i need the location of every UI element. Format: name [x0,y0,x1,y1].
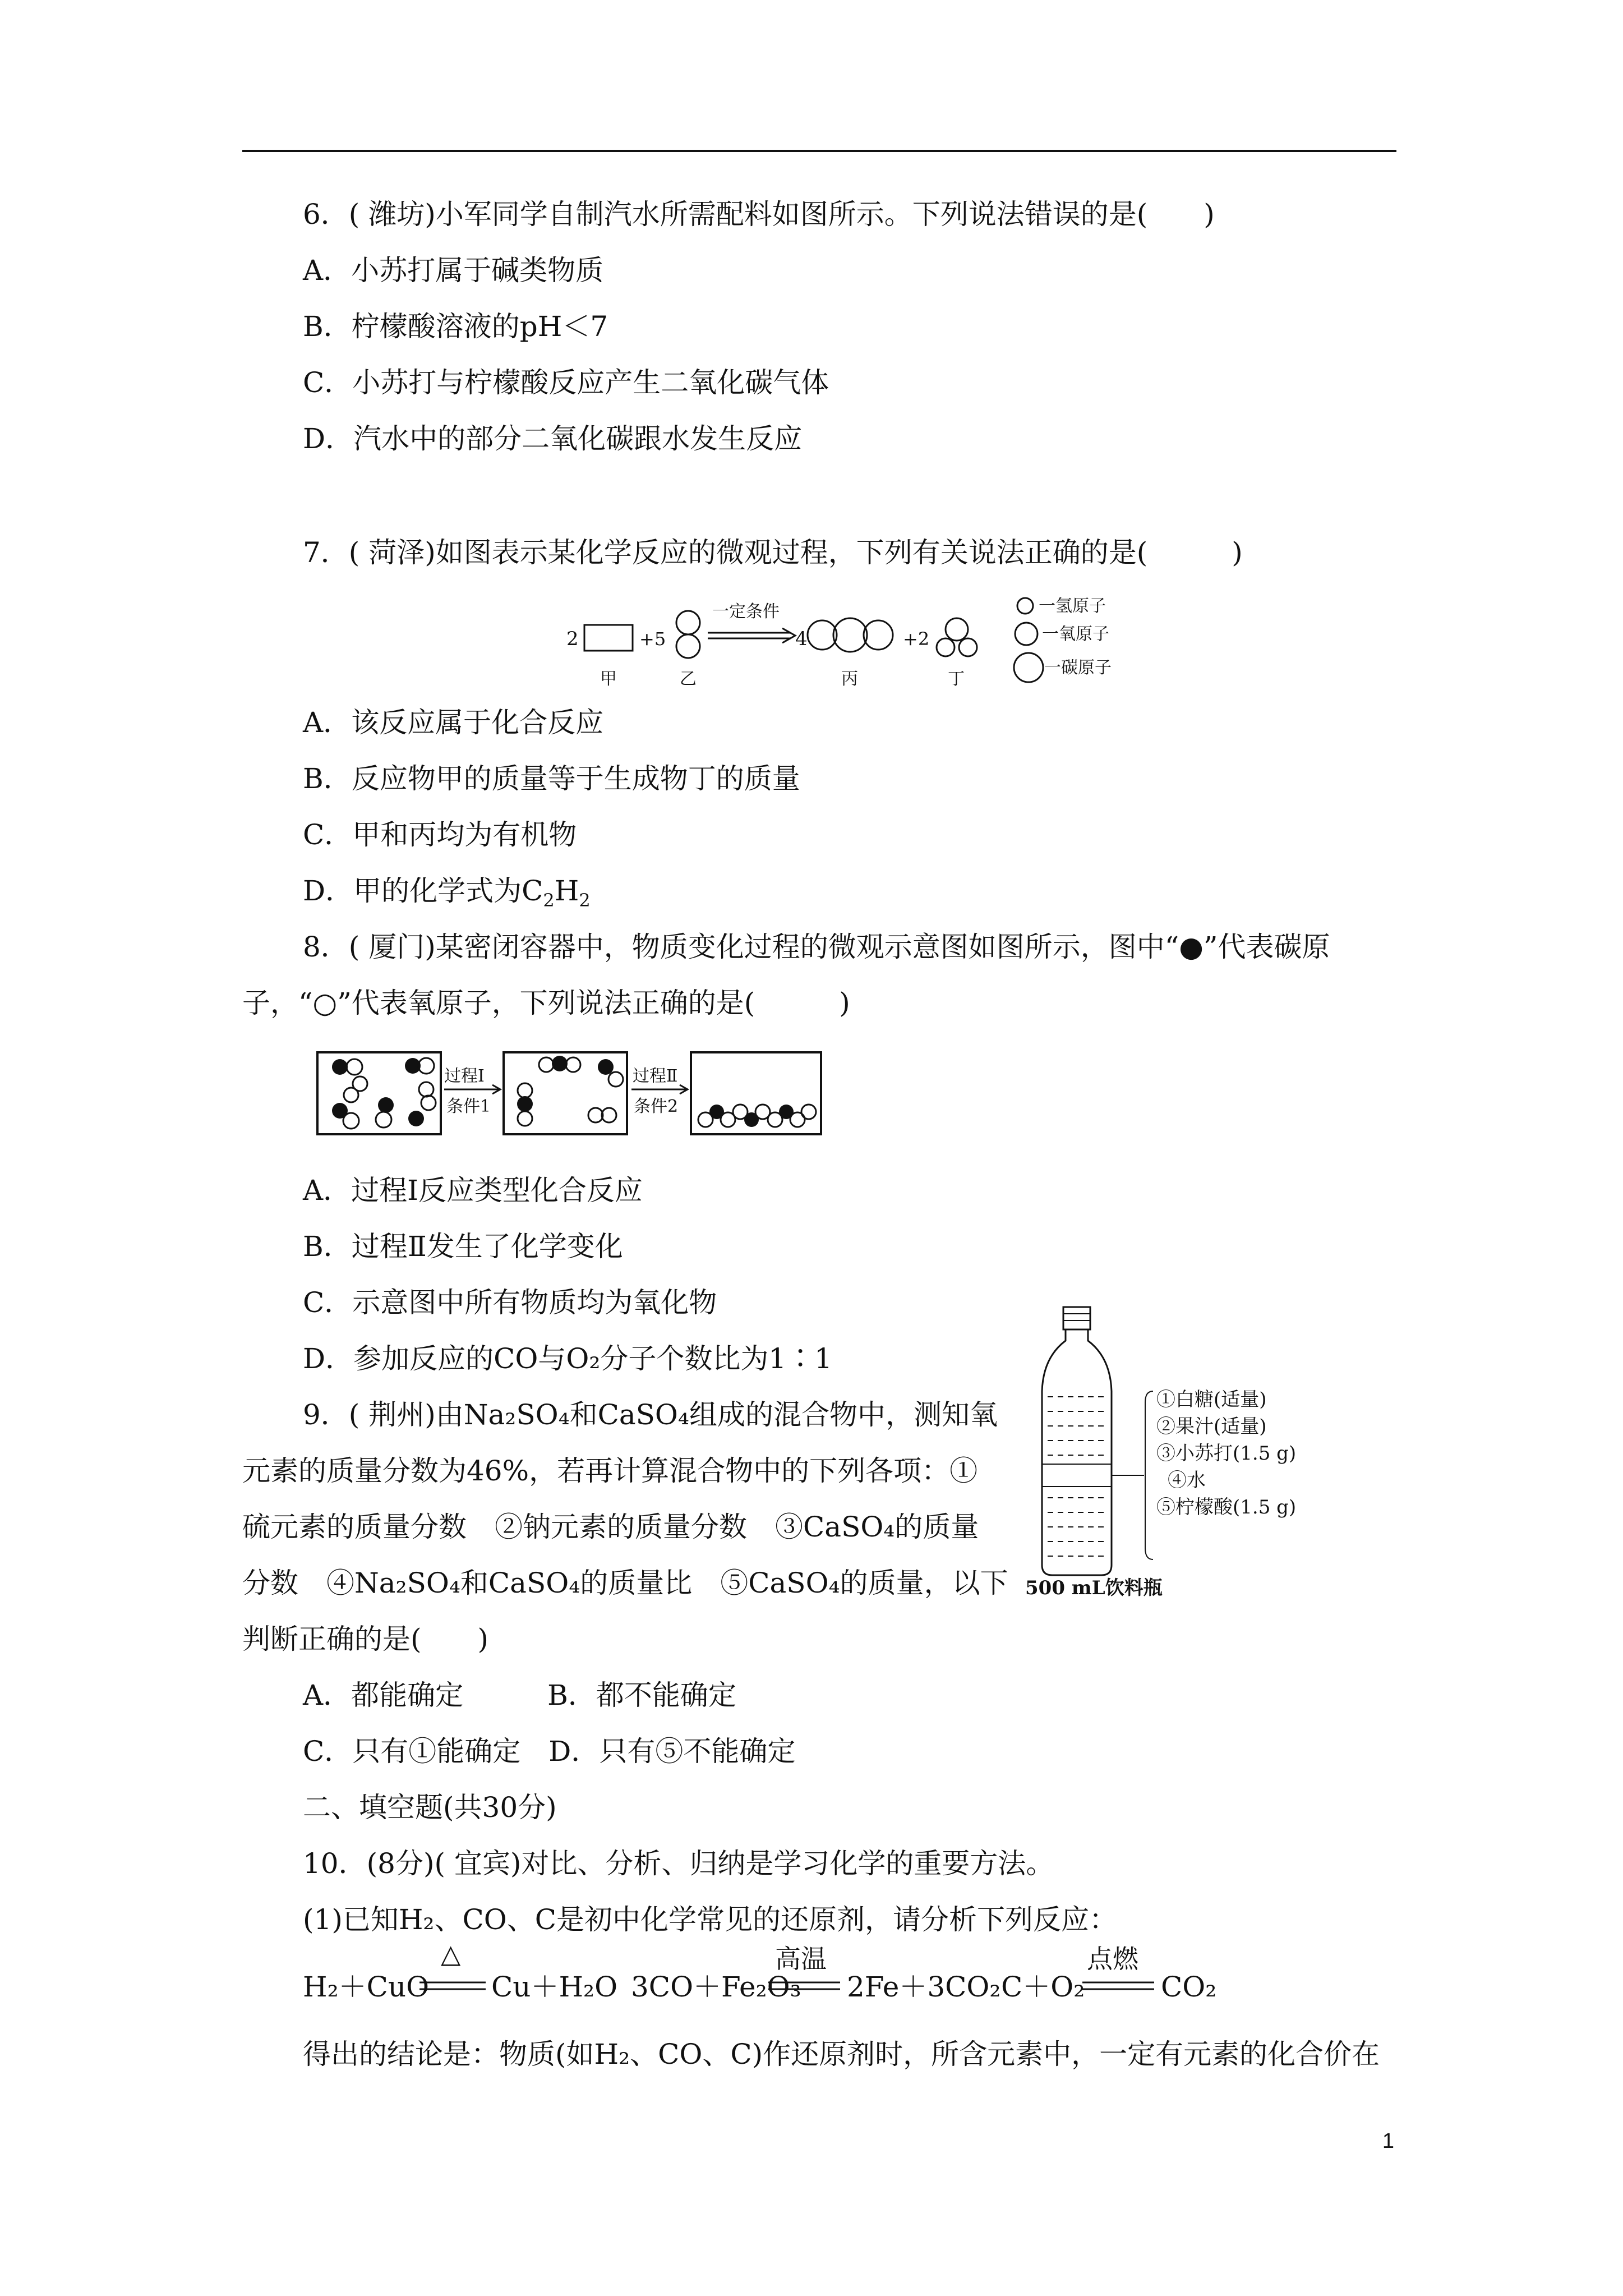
header-rule [242,150,1396,152]
q10-eq3-right: CO₂ [1161,1971,1217,2003]
q10-part1: (1)已知H₂、CO、C是初中化学常见的还原剂，请分析下列反应： [303,1903,1117,1936]
q10-eq3-condition: 点燃 [1087,1944,1138,1974]
q8-box1-o5 [419,1082,434,1097]
q8-box2-o2 [566,1057,580,1072]
q7-coef-yi: +5 [639,628,666,650]
bottle-liquid [1048,1397,1106,1556]
q7-legend-o: 一氧原子 [1042,624,1109,644]
bottle-label-3: ③小苏打(1.5 g) [1156,1442,1297,1465]
q10-stem: 10．(8分)( 宜宾)对比、分析、归纳是学习化学的重要方法。 [303,1847,1054,1880]
q8-stem-line2: 子，“○”代表氧原子，下列说法正确的是( ) [242,987,850,1019]
q8-option-c: C．示意图中所有物质均为氧化物 [303,1286,717,1319]
q7-molecule-ding-1 [946,618,968,641]
q8-box1-o8 [376,1112,391,1128]
q7-reaction-figure [555,583,1172,696]
q7-molecule-yi-top [676,611,700,634]
q8-box1-o2 [418,1058,434,1074]
q8-box2-c3 [517,1096,533,1112]
q7-coef-ding: +2 [903,628,930,650]
q8-option-a: A．过程Ⅰ反应类型化合反应 [303,1174,643,1207]
q7-molecule-ding-2 [937,638,955,656]
q10-eq1-right: Cu＋H₂O [491,1971,618,2003]
q8-box2-o5 [518,1111,532,1126]
q10-conclusion: 得出的结论是：物质(如H₂、CO、C)作还原剂时，所含元素中，一定有元素的化合价在 [303,2038,1380,2070]
bottle-label-5: ⑤柠檬酸(1.5 g) [1156,1496,1297,1519]
q8-option-b: B．过程Ⅱ发生了化学变化 [303,1230,623,1263]
q10-eq2-sign [768,1976,841,1998]
q7-label-yi: 乙 [680,669,697,689]
q7-condition: 一定条件 [712,602,780,622]
q7-legend-o-atom [1015,623,1038,645]
q8-box1-o7 [343,1113,359,1129]
q7-label-ding: 丁 [948,669,965,689]
q8-process2: 过程Ⅱ [633,1066,678,1086]
q7-molecule-bing-2 [833,618,867,652]
q8-box2-c2 [598,1059,614,1075]
q8-process1: 过程Ⅰ [444,1066,485,1086]
q7-legend-h: 一氢原子 [1039,596,1106,616]
q9-line5: 判断正确的是( ) [242,1623,489,1655]
q8-box2-o4 [518,1083,532,1098]
bottle-figure [1021,1301,1357,1599]
bottle-cap [1063,1307,1090,1329]
q9-line1: 9．( 荆州)由Na₂SO₄和CaSO₄组成的混合物中，测知氧 [303,1398,998,1431]
q8-box1-o1 [347,1059,362,1075]
q6-option-a: A．小苏打属于碱类物质 [303,254,604,287]
q7-legend-h-atom [1017,598,1033,614]
bottle-label-2: ②果汁(适量) [1156,1415,1267,1438]
q10-eq2-right: 2Fe＋3CO₂ [847,1971,1001,2003]
q6-option-c: C．小苏打与柠檬酸反应产生二氧化碳气体 [303,366,829,399]
q7-option-b: B．反应物甲的质量等于生成物丁的质量 [303,762,800,795]
q8-box2-o6 [588,1108,603,1122]
q8-condition1: 条件1 [446,1097,491,1116]
q8-box2-o1 [539,1057,554,1072]
q10-eq3-left: C＋O₂ [1001,1971,1085,2003]
q9-options-row2: C．只有①能确定 D．只有⑤不能确定 [303,1735,796,1768]
page-number: 1 [1382,2129,1394,2153]
q7-coef-bing: 4 [795,628,808,650]
bottle-label-1: ①白糖(适量) [1156,1388,1267,1411]
bottle-body [1042,1329,1112,1575]
q10-eq2-left: 3CO＋Fe₂O₃ [631,1971,801,2003]
q7-legend-c-atom [1014,653,1043,682]
q8-box1-c4 [378,1097,394,1113]
q8-stem-line1: 8．( 厦门)某密闭容器中，物质变化过程的微观示意图如图所示，图中“●”代表碳原 [303,931,1330,963]
q7-arrow-head [782,628,795,643]
q7-molecule-bing-1 [808,620,837,650]
q9-options-row1: A．都能确定 B．都不能确定 [303,1679,736,1711]
section-2-heading: 二、填空题(共30分) [303,1791,557,1824]
q7-label-jia: 甲 [600,669,617,689]
q8-box1-c5 [408,1111,424,1126]
q8-box2-o3 [608,1072,623,1087]
q7-coef-jia: 2 [566,628,579,650]
q8-box1-c1 [332,1059,348,1075]
q7-stem: 7．( 菏泽)如图表示某化学反应的微观过程，下列有关说法正确的是( ) [303,536,1243,569]
q7-label-bing: 丙 [841,669,858,689]
q7-legend-c: 一碳原子 [1044,658,1112,678]
q8-condition2: 条件2 [634,1097,679,1116]
q10-eq2-condition: 高温 [775,1944,827,1974]
q7-option-c: C．甲和丙均为有机物 [303,818,577,851]
q8-box3-o7 [801,1105,816,1119]
q7-molecule-bing-3 [864,620,893,650]
q8-box2-o7 [602,1108,616,1122]
bottle-brace [1145,1391,1153,1559]
bottle-caption: 500 mL饮料瓶 [1025,1577,1163,1599]
q7-molecule-ding-3 [959,638,977,656]
q7-option-d-prefix: D．甲的化学式为C [303,875,543,907]
q10-eq3-sign [1082,1976,1155,1998]
q8-box1-o4 [344,1088,358,1102]
q10-eq1-left: H₂＋CuO [303,1971,430,2003]
q7-molecule-jia [584,625,633,651]
q9-line3: 硫元素的质量分数 ②钠元素的质量分数 ③CaSO₄的质量 [242,1511,979,1543]
q7-option-a: A．该反应属于化合反应 [303,706,604,739]
q8-box1-o6 [421,1096,436,1110]
q10-eq1-sign [419,1976,487,1998]
q8-option-d: D．参加反应的CO与O₂分子个数比为1∶1 [303,1342,832,1375]
q9-line4: 分数 ④Na₂SO₄和CaSO₄的质量比 ⑤CaSO₄的质量，以下 [242,1567,1008,1599]
q6-option-d: D．汽水中的部分二氧化碳跟水发生反应 [303,422,803,455]
q7-option-d: D．甲的化学式为$C_2H_2$ [303,875,591,911]
q8-process-figure [314,1049,830,1144]
bottle-label-4: ④水 [1168,1469,1206,1492]
q10-eq1-condition: △ [441,1939,461,1969]
q7-molecule-yi-bottom [676,634,700,658]
q6-option-b: B．柠檬酸溶液的pH＜7 [303,310,608,343]
q6-stem: 6．( 潍坊)小军同学自制汽水所需配料如图所示。下列说法错误的是( ) [303,198,1215,231]
q9-line2: 元素的质量分数为46%，若再计算混合物中的下列各项：① [242,1455,978,1487]
